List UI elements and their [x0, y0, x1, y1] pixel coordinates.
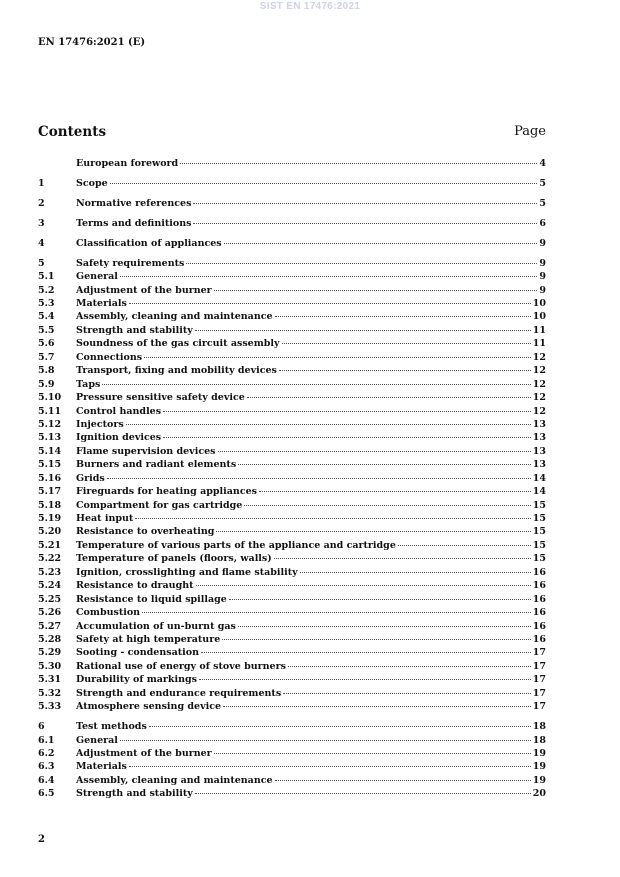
toc-entry-number: 5.7 [38, 351, 55, 363]
toc-entry-page: 9 [539, 257, 546, 269]
toc-entry[interactable] [38, 418, 546, 431]
toc-entry-page: 11 [532, 324, 546, 336]
toc-entry-page: 9 [539, 237, 546, 249]
toc-entry-page: 16 [532, 633, 546, 645]
toc-dot-leader [275, 316, 531, 317]
toc-entry-number: 5 [38, 257, 45, 269]
toc-entry-page: 10 [532, 298, 546, 309]
toc-dot-leader [135, 518, 530, 519]
toc-dot-leader [244, 505, 530, 506]
toc-dot-leader [218, 451, 531, 452]
toc-entry[interactable] [38, 310, 546, 323]
toc-entry-page: 18 [532, 721, 546, 733]
toc-entry-number: 5.10 [38, 392, 62, 404]
toc-entry-title: General [76, 271, 118, 283]
toc-dot-leader [223, 706, 531, 707]
toc-entry-title: Test methods [76, 721, 147, 733]
toc-entry-number: 5.22 [38, 553, 62, 565]
toc-entry-title: Compartment for gas cartridge [76, 499, 243, 511]
toc-dot-leader [282, 343, 531, 344]
toc-dot-leader [201, 652, 531, 653]
toc-dot-leader [180, 163, 537, 164]
toc-entry-number: 6 [38, 721, 45, 733]
toc-entry-page: 16 [532, 607, 546, 619]
toc-entry[interactable] [38, 391, 546, 404]
toc-entry-title: Fireguards for heating appliances [76, 486, 258, 498]
toc-dot-leader [238, 464, 531, 465]
toc-entry-page: 14 [532, 472, 546, 484]
toc-entry-title: Temperature of panels (floors, walls) [76, 553, 272, 565]
toc-dot-leader [214, 290, 538, 291]
contents-title: Contents [38, 124, 107, 140]
toc-entry[interactable] [38, 566, 546, 579]
toc-entry-title: Normative references [76, 197, 192, 209]
toc-entry[interactable] [38, 270, 546, 283]
toc-entry-number: 5.30 [38, 660, 62, 672]
toc-entry[interactable] [38, 593, 546, 606]
toc-entry-page: 13 [532, 459, 546, 471]
toc-entry-title: Assembly, cleaning and maintenance [76, 311, 273, 323]
toc-entry-page: 14 [532, 486, 546, 498]
toc-entry-number: 6.5 [38, 788, 55, 800]
toc-entry-page: 19 [532, 774, 546, 786]
toc-entry-page: 4 [539, 158, 546, 169]
toc-entry-number: 3 [38, 217, 45, 229]
toc-dot-leader [398, 545, 531, 546]
toc-entry[interactable] [38, 512, 546, 525]
toc-dot-leader [279, 370, 531, 371]
toc-entry-page: 17 [532, 647, 546, 659]
toc-entry-title: Transport, fixing and mobility devices [76, 365, 277, 377]
toc-dot-leader [222, 639, 531, 640]
toc-entry-title: Rational use of energy of stove burners [76, 660, 286, 672]
toc-entry[interactable] [38, 324, 546, 337]
toc-entry[interactable] [38, 606, 546, 619]
toc-entry-page: 13 [532, 432, 546, 444]
toc-entry-number: 5.6 [38, 338, 55, 350]
toc-entry-title: Ignition, crosslighting and flame stability [76, 566, 298, 578]
toc-entry[interactable] [38, 284, 546, 297]
toc-dot-leader [163, 437, 531, 438]
toc-entry-title: Safety requirements [76, 257, 185, 269]
toc-entry-title: Classification of appliances [76, 237, 222, 249]
toc-dot-leader [102, 384, 530, 385]
toc-entry-number: 5.32 [38, 687, 62, 699]
toc-entry-number: 6.4 [38, 774, 55, 786]
toc-entry[interactable] [38, 660, 546, 673]
toc-entry-page: 19 [532, 761, 546, 773]
toc-entry[interactable] [38, 177, 546, 190]
toc-entry-page: 13 [532, 445, 546, 457]
toc-entry-number: 5.28 [38, 633, 62, 645]
toc-dot-leader [195, 330, 531, 331]
toc-entry-number: 5.33 [38, 701, 62, 713]
toc-dot-leader [193, 203, 537, 204]
toc-entry[interactable] [38, 351, 546, 364]
toc-entry-number: 5.19 [38, 513, 62, 524]
toc-dot-leader [107, 478, 531, 479]
toc-entry-number: 5.27 [38, 620, 62, 632]
toc-entry-page: 17 [532, 701, 546, 713]
toc-entry-title: Burners and radiant elements [76, 459, 237, 471]
toc-entry-page: 15 [532, 553, 546, 565]
toc-entry-page: 15 [532, 526, 546, 538]
toc-entry-number: 5.20 [38, 526, 62, 538]
toc-dot-leader [288, 666, 531, 667]
toc-entry-number: 5.23 [38, 566, 62, 578]
toc-entry-title: Flame supervision devices [76, 445, 216, 457]
toc-entry-title: Taps [76, 378, 101, 390]
toc-entry-title: Adjustment of the burner [76, 747, 212, 759]
toc-entry-page: 12 [532, 405, 546, 417]
toc-entry-number: 5.25 [38, 593, 62, 605]
toc-entry[interactable] [38, 734, 546, 747]
toc-dot-leader [199, 679, 531, 680]
toc-entry-page: 13 [532, 418, 546, 430]
toc-entry-number: 5.3 [38, 298, 55, 309]
toc-entry[interactable] [38, 774, 546, 787]
toc-entry-page: 9 [539, 284, 546, 296]
toc-entry-title: Scope [76, 177, 108, 189]
toc-entry-number: 5.26 [38, 607, 62, 619]
toc-entry-title: Grids [76, 472, 105, 484]
toc-entry-title: Atmosphere sensing device [76, 701, 222, 713]
toc-entry-number: 5.17 [38, 486, 62, 498]
toc-entry[interactable] [38, 458, 546, 471]
toc-entry[interactable] [38, 579, 546, 592]
toc-entry-number: 5.15 [38, 459, 62, 471]
toc-entry-title: Soundness of the gas circuit assembly [76, 338, 280, 350]
toc-entry[interactable] [38, 620, 546, 633]
toc-entry-title: Connections [76, 351, 143, 363]
toc-dot-leader [142, 612, 531, 613]
toc-entry-number: 5.9 [38, 378, 55, 390]
toc-entry[interactable] [38, 720, 546, 733]
toc-entry[interactable] [38, 747, 546, 760]
toc-entry-number: 6.1 [38, 734, 55, 746]
toc-entry-page: 15 [532, 499, 546, 511]
toc-entry-number: 5.2 [38, 284, 55, 296]
toc-dot-leader [238, 626, 531, 627]
toc-entry-title: Adjustment of the burner [76, 284, 212, 296]
toc-dot-leader [196, 585, 531, 586]
toc-entry-title: Resistance to liquid spillage [76, 593, 227, 605]
toc-entry-number: 5.18 [38, 499, 62, 511]
toc-entry-page: 17 [532, 674, 546, 686]
toc-entry-number: 5.14 [38, 445, 62, 457]
toc-dot-leader [163, 411, 531, 412]
toc-dot-leader [195, 793, 531, 794]
footer-page-number: 2 [38, 834, 45, 845]
document-id: EN 17476:2021 (E) [38, 37, 146, 48]
toc-entry-page: 15 [532, 539, 546, 551]
toc-entry-title: Control handles [76, 405, 162, 417]
toc-entry[interactable] [38, 431, 546, 444]
toc-dot-leader [186, 263, 537, 264]
toc-entry-title: European foreword [76, 158, 179, 169]
toc-entry-title: Injectors [76, 418, 124, 430]
toc-entry[interactable] [38, 337, 546, 350]
toc-entry-page: 16 [532, 566, 546, 578]
toc-entry-title: Temperature of various parts of the appliance and cartridge [76, 539, 396, 551]
toc-entry[interactable] [38, 217, 546, 230]
toc-entry[interactable] [38, 700, 546, 713]
toc-dot-leader [300, 572, 531, 573]
toc-entry[interactable] [38, 633, 546, 646]
toc-entry[interactable] [38, 646, 546, 659]
toc-dot-leader [274, 558, 531, 559]
toc-entry-title: General [76, 734, 118, 746]
toc-entry[interactable] [38, 539, 546, 552]
toc-dot-leader [214, 753, 531, 754]
toc-entry-title: Safety at high temperature [76, 633, 221, 645]
toc-entry[interactable] [38, 157, 546, 170]
toc-dot-leader [229, 599, 531, 600]
toc-dot-leader [216, 531, 530, 532]
toc-entry-number: 5.5 [38, 324, 55, 336]
toc-entry-title: Strength and endurance requirements [76, 687, 282, 699]
toc-entry-page: 17 [532, 687, 546, 699]
toc-entry-page: 12 [532, 392, 546, 404]
toc-dot-leader [149, 726, 531, 727]
toc-entry-number: 1 [38, 177, 45, 189]
toc-entry[interactable] [38, 525, 546, 538]
toc-entry-number: 2 [38, 197, 45, 209]
toc-entry-page: 5 [539, 177, 546, 189]
toc-entry-title: Resistance to draught [76, 580, 194, 592]
toc-entry-number: 5.4 [38, 311, 55, 323]
toc-entry-page: 16 [532, 580, 546, 592]
toc-dot-leader [275, 780, 531, 781]
toc-entry-page: 9 [539, 271, 546, 283]
toc-entry-number: 4 [38, 237, 45, 249]
toc-dot-leader [110, 183, 538, 184]
toc-entry[interactable] [38, 405, 546, 418]
toc-entry-number: 5.31 [38, 674, 62, 686]
toc-entry[interactable] [38, 673, 546, 686]
toc-entry[interactable] [38, 787, 546, 800]
toc-entry[interactable] [38, 378, 546, 391]
toc-entry-title: Combustion [76, 607, 141, 619]
toc-entry[interactable] [38, 237, 546, 250]
toc-entry-number: 5.21 [38, 539, 62, 551]
toc-entry-page: 15 [532, 513, 546, 524]
toc-entry[interactable] [38, 257, 546, 270]
toc-entry-title: Heat input [76, 513, 134, 524]
toc-entry[interactable] [38, 364, 546, 377]
toc-entry[interactable] [38, 760, 546, 773]
toc-entry-title: Ignition devices [76, 432, 162, 444]
toc-entry-page: 12 [532, 351, 546, 363]
toc-entry-title: Strength and stability [76, 324, 193, 336]
toc-entry[interactable] [38, 297, 546, 310]
toc-entry-title: Strength and stability [76, 788, 193, 800]
toc-entry-title: Assembly, cleaning and maintenance [76, 774, 273, 786]
watermark: SIST EN 17476:2021 [259, 1, 361, 12]
toc-entry-title: Durability of markings [76, 674, 198, 686]
toc-entry-number: 5.13 [38, 432, 62, 444]
toc-entry-number: 5.8 [38, 365, 55, 377]
toc-entry-number: 5.29 [38, 647, 62, 659]
toc-entry-page: 12 [532, 378, 546, 390]
toc-entry-page: 11 [532, 338, 546, 350]
toc-entry-title: Materials [76, 761, 127, 773]
toc-dot-leader [247, 397, 531, 398]
toc-dot-leader [126, 424, 531, 425]
toc-entry-number: 5.24 [38, 580, 62, 592]
toc-entry-number: 5.11 [38, 405, 62, 417]
toc-dot-leader [283, 693, 531, 694]
toc-entry[interactable] [38, 552, 546, 565]
toc-entry-title: Accumulation of un-burnt gas [76, 620, 236, 632]
toc-entry-title: Terms and definitions [76, 217, 192, 229]
toc-entry-page: 10 [532, 311, 546, 323]
toc-dot-leader [193, 223, 537, 224]
table-of-contents [38, 157, 546, 801]
toc-entry[interactable] [38, 472, 546, 485]
toc-dot-leader [120, 276, 537, 277]
toc-entry-title: Materials [76, 298, 127, 309]
toc-entry-page: 19 [532, 747, 546, 759]
toc-dot-leader [144, 357, 531, 358]
toc-dot-leader [129, 766, 531, 767]
toc-entry[interactable] [38, 197, 546, 210]
toc-dot-leader [120, 740, 531, 741]
toc-entry-page: 6 [539, 217, 546, 229]
toc-entry-page: 16 [532, 593, 546, 605]
toc-entry-number: 5.12 [38, 418, 62, 430]
toc-entry-page: 12 [532, 365, 546, 377]
toc-entry-title: Pressure sensitive safety device [76, 392, 245, 404]
page-column-heading: Page [514, 124, 546, 139]
toc-entry-number: 5.1 [38, 271, 55, 283]
toc-entry-number: 6.2 [38, 747, 55, 759]
toc-entry[interactable] [38, 445, 546, 458]
toc-entry-page: 18 [532, 734, 546, 746]
toc-entry-page: 17 [532, 660, 546, 672]
toc-entry[interactable] [38, 499, 546, 512]
toc-dot-leader [224, 243, 538, 244]
toc-entry-page: 5 [539, 197, 546, 209]
toc-entry-number: 5.16 [38, 472, 62, 484]
toc-entry-number: 6.3 [38, 761, 55, 773]
toc-entry[interactable] [38, 687, 546, 700]
toc-dot-leader [129, 303, 531, 304]
toc-dot-leader [259, 491, 531, 492]
toc-entry-title: Sooting - condensation [76, 647, 200, 659]
toc-entry-page: 16 [532, 620, 546, 632]
toc-entry[interactable] [38, 485, 546, 498]
toc-entry-page: 20 [532, 788, 546, 800]
toc-entry-title: Resistance to overheating [76, 526, 215, 538]
